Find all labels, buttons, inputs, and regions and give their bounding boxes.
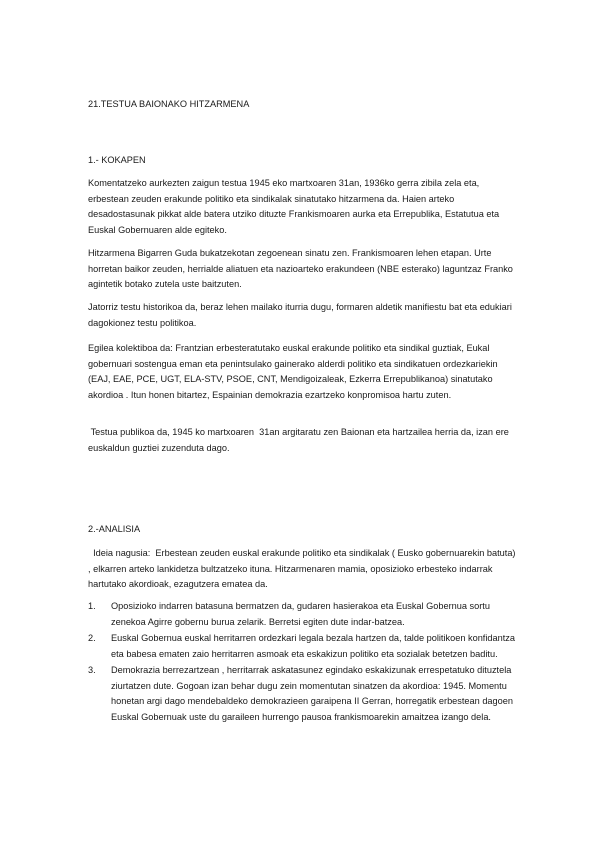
paragraph-ideia-nagusia: Ideia nagusia: Erbestean zeuden euskal erakunde politiko eta sindikalak ( Eusko gobernuarekin batuta) , elkarren arteko lankidetza bultzatzeko ituna. Hitzarmenaren mamia, oposizioko erbesteko indarrak hartutako akordioak, ezagutzera ematea da. (88, 548, 519, 589)
section-heading-kokapen: 1.- KOKAPEN (88, 155, 146, 165)
paragraph: Egilea kolektiboa da: Frantzian erbesteratutako euskal erakunde politiko eta sindikal guztiak, Eukal gobernuari sostengua eman eta penintsulako gainerako alderdi politiko eta sindikatuen ordezkariekin (EAJ, EAE, PCE, UGT, ELA-STV, PSOE, CNT, Mendigoizaleak, Ezkerra Errepublikanoa) sinatutako akordioa . Itun honen bitartez, Espainian demokrazia ezartzeko konpromisoa hartu zuten. (88, 343, 498, 400)
paragraph: Jatorriz testu historikoa da, beraz lehen mailako iturria dugu, formaren aldetik manifiestu bat eta edukiari dagokionez testu politikoa. (88, 302, 512, 328)
list-item-number: 2. (88, 633, 96, 643)
section-heading-analisia: 2.-ANALISIA (88, 524, 141, 534)
paragraph: Testua publikoa da, 1945 ko martxoaren 31an argitaratu zen Baionan eta hartzailea herria da, izan ere euskaldun guztiei zuzenduta dago. (88, 427, 512, 453)
list-item-text: Oposizioko indarren batasuna bermatzen da, gudaren hasierakoa eta Euskal Gobernua sortu zenekoa Agirre gobernu burua zelarik. Berretsi egiten dute indar-batzea. (111, 601, 490, 627)
list-item-text: Demokrazia berrezartzean , herritarrak askatasunez egindako eskakizunak errespetatuko dituztela ziurtatzen dute. Gogoan izan behar dugu zein momentutan sinatzen da akordioa: 1945. Momentu honetan argi dago mendebaldeko demokrazieen garaipena II Gerran, horregatik erbestean dagoen Euskal Gobernuak uste du garaileen hurrengo pausoa frankismoarekin amaitzea izango dela. (111, 665, 513, 722)
list-item-number: 1. (88, 601, 96, 611)
numbered-list (88, 599, 520, 726)
document-title: 21.TESTUA BAIONAKO HITZARMENA (88, 99, 250, 109)
paragraph: Komentatzeko aurkezten zaigun testua 1945 eko martxoaren 31an, 1936ko gerra zibila zela eta, erbestean zeuden erakunde politiko eta sindikalak sinatutako hitzarmena da. Haien arteko desadostasunak pikkat alde batera utziko dituzte Frankismoaren aurka eta Errepublika, Estatutua eta Euskal Gobernuaren alde egiteko. (88, 178, 500, 235)
list-item (88, 663, 520, 725)
list-item-text: Euskal Gobernua euskal herritarren ordezkari legala bezala hartzen da, talde politikoen konfidantza eta babesa ematen zaio herritarren asmoak eta eskakizun politiko eta sozialak betetzen baditu. (111, 633, 515, 659)
list-item-number: 3. (88, 665, 96, 675)
list-item (88, 599, 520, 630)
paragraph: Hitzarmena Bigarren Guda bukatzekotan zegoenean sinatu zen. Frankismoaren lehen etapan. Urte horretan baikor zeuden, herrialde aliatuen eta nazioarteko erakundeen (NBE esterako) laguntzaz Franko agintetik botako zutela uste baitzuten. (88, 248, 513, 289)
list-item (88, 631, 520, 662)
